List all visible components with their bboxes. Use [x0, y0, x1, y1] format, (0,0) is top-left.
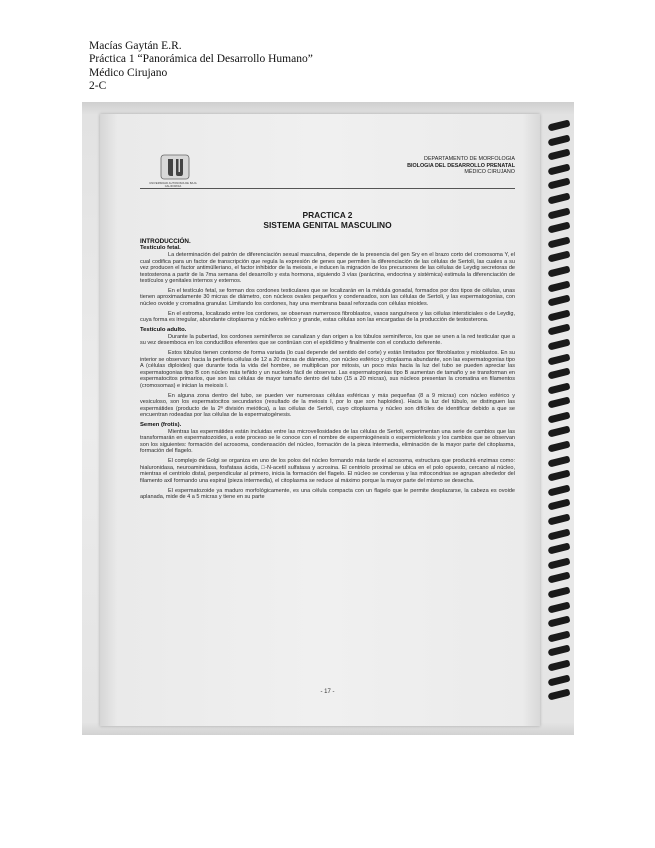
spiral-ring [547, 441, 570, 453]
department-block [407, 156, 515, 176]
spiral-ring [547, 338, 570, 350]
subject-name: BIOLOGIA DEL DESARROLLO PRENATAL [407, 162, 515, 169]
spiral-ring [547, 309, 570, 321]
spiral-ring [547, 616, 570, 628]
spiral-ring [547, 251, 570, 263]
practice-title: Práctica 1 “Panorámica del Desarrollo Humano” [89, 53, 313, 66]
university-logo-icon [160, 154, 190, 180]
practice-number: PRACTICA 2 [302, 210, 353, 220]
group-label: 2-C [89, 80, 107, 93]
spiral-ring [547, 295, 570, 307]
program-name: MÉDICO CIRUJANO [464, 169, 515, 176]
department-name: DEPARTAMENTO DE MORFOLOGIA [424, 156, 515, 162]
spiral-ring [547, 470, 570, 482]
spiral-ring [547, 353, 570, 365]
paper-sheet [100, 114, 540, 726]
spiral-ring [547, 557, 570, 569]
document-header [140, 152, 515, 192]
adult-testis-heading: Testículo adulto. [140, 327, 187, 334]
header-divider [140, 188, 515, 189]
spiral-ring [547, 134, 570, 146]
spiral-ring [547, 207, 570, 219]
spiral-ring [547, 426, 570, 438]
spiral-ring [547, 586, 570, 598]
fetal-testis-heading: Testículo fetal. [140, 245, 181, 252]
spiral-ring [547, 368, 570, 380]
spiral-ring [547, 397, 570, 409]
paragraph: Estos túbulos tienen contorno de forma variada (lo cual depende del sentido del corte) y están limitados por fibroblastos y mioblastos. En su interior se observan: hacia la periferia células de 12 a 20 micras de diámetro, con núcleo esférico y citoplasma abundante, son las espermatogonias tipo A (células diploides) que durante toda la vida del hombre, se multiplican por mitosis, un poco más hacia la luz del tubo se pueden apreciar las espermatogonias tipo B con núcleo más teñido y un nucleolo fácil de observar. Las espermatogonias tipo B aumentan de tamaño y se transforman en espermatocitos primarios, que son las células de mayor tamaño dentro del tubo (15 a 20 micras), sus núcleos presentan la cromatina en filamentos (cromosomas) e inician la meiosis I. [140, 350, 515, 389]
paragraph: La determinación del patrón de diferenciación sexual masculina, depende de la presencia del gen Sry en el brazo corto del cromosoma Y, el cual codifica para un factor de transcripción que regula la expresión de genes que permiten la diferenciación de las células de Sertoli, las cuales a su vez producen el factor antimülleriano, el factor inhibidor de la meiosis, e inducen la migración de los precursores de las células de Leydig secretoras de testosterona a partir de la 7ma semana del desarrollo y esta hormona, siguiendo 3 vías (parácrina, endocrina y sistémica) estimula la diferenciación de testículos y genitales internos y externos. [140, 252, 515, 285]
spiral-ring [547, 382, 570, 394]
spiral-ring [547, 630, 570, 642]
spiral-ring [547, 543, 570, 555]
spiral-ring [547, 265, 570, 277]
spiral-ring [547, 528, 570, 540]
spiral-ring [547, 178, 570, 190]
spiral-ring [547, 601, 570, 613]
paragraph: Durante la pubertad, los cordones seminíferos se canalizan y dan origen a los túbulos seminíferos, los que se unen a la red testicular que a su vez desemboca en los conductillos eferentes que se continúan con el epidídimo y finalmente con el conducto deferente. [140, 333, 515, 347]
document-body [140, 238, 515, 504]
spiral-ring [547, 149, 570, 161]
spiral-ring [547, 572, 570, 584]
spiral-ring [547, 645, 570, 657]
semen-heading: Semen (frotis). [140, 421, 182, 428]
page-number: - 17 - [320, 689, 335, 695]
spiral-ring [547, 163, 570, 175]
paragraph: El espermatozoide ya maduro morfológicamente, es una célula compacta con un flagelo que le permite desplazarse, la cabeza es ovoide aplanada, mide de 4 a 5 micras y tiene en su parte [140, 487, 515, 501]
student-name: Macías Gaytán E.R. [89, 40, 182, 52]
spiral-ring [547, 222, 570, 234]
spiral-ring [547, 499, 570, 511]
spiral-ring [547, 484, 570, 496]
practice-heading [140, 210, 515, 230]
spiral-ring [547, 689, 570, 701]
spiral-ring [547, 674, 570, 686]
spiral-ring [547, 513, 570, 525]
paragraph: En el estroma, localizado entre los cordones, se observan numerosos fibroblastos, vasos sanguíneos y las células intersticiales o de Leydig, cuya forma es irregular, abundante citoplasma y núcleo esférico y grande, estas células son las encargadas de la producción de testosterona. [140, 310, 515, 324]
practice-topic: SISTEMA GENITAL MASCULINO [263, 220, 392, 230]
student-header [89, 40, 313, 94]
paragraph: El complejo de Golgi se organiza en uno de los polos del núcleo formando más tarde el acrosoma, estructura que producirá enzimas como: hialuronidasa, neuroaminidasa, fosfatasa ácida, □-N-acetil sulfatasa y acrosina. El centriolo proximal se ubica en el polo opuesto, cercano al núcleo, mientras el centriolo distal, perpendicular al primero, inicia la formación del flagelo. El núcleo se condensa y las mitocondrias se agrupan alrededor del filamento axil formando una espiral (pieza intermedia), el citoplasma se reduce al máximo porque la mayor parte del mismo se desecha. [140, 458, 515, 484]
spiral-ring [547, 119, 570, 131]
spiral-ring [547, 280, 570, 292]
spiral-ring [547, 236, 570, 248]
spiral-ring [547, 324, 570, 336]
spiral-ring [547, 192, 570, 204]
paragraph: En alguna zona dentro del tubo, se pueden ver numerosas células esféricas y más pequeñas (8 a 9 micras) con núcleo esférico y vesiculoso, son los espermatocitos secundarios (resultado de la meiosis I, por lo que son haploides). Hacia la luz del túbulo, se distinguen las espermátides (producto de la 2ª división meiótica), a las células de Sertoli, cuyo citoplasma y núcleo son difíciles de identificar debido a que se encuentran rodeadas por las células de la espermatogénesis. [140, 392, 515, 419]
paragraph: Mientras las espermátides están incluidas entre las microvellosidades de las células de Sertoli, experimentan una serie de cambios que las transformarán en espermatozoides, a este proceso se le conoce con el nombre de espermiogénesis o espermioteliosis y los cambios que se observan son los siguientes: formación del acrosoma, condensación del núcleo, formación de la pieza intermedia, eliminación de la mayor parte del citoplasma, formación del flagelo. [140, 428, 515, 455]
spiral-ring [547, 411, 570, 423]
scanned-page-photo [82, 102, 574, 735]
career-label: Médico Cirujano [89, 66, 168, 79]
spiral-ring [547, 659, 570, 671]
spiral-ring [547, 455, 570, 467]
intro-heading: INTRODUCCIÓN. [140, 238, 191, 245]
university-caption: UNIVERSIDAD AUTONOMA DE BAJA CALIFORNIA [149, 182, 197, 188]
spiral-binding [546, 122, 572, 722]
paragraph: En el testículo fetal, se forman dos cordones testiculares que se localizarán en la médula gonadal, formados por dos tipos de células, unas tienen aproximadamente 30 micras de diámetro, con núcleos ovales pequeños y condensados, son las células de Sertoli, y las espermatogonias, con núcleo ovoide y cromatina granular. Limitando los cordones, hay una membrana basal reforzada con células mioides. [140, 287, 515, 308]
